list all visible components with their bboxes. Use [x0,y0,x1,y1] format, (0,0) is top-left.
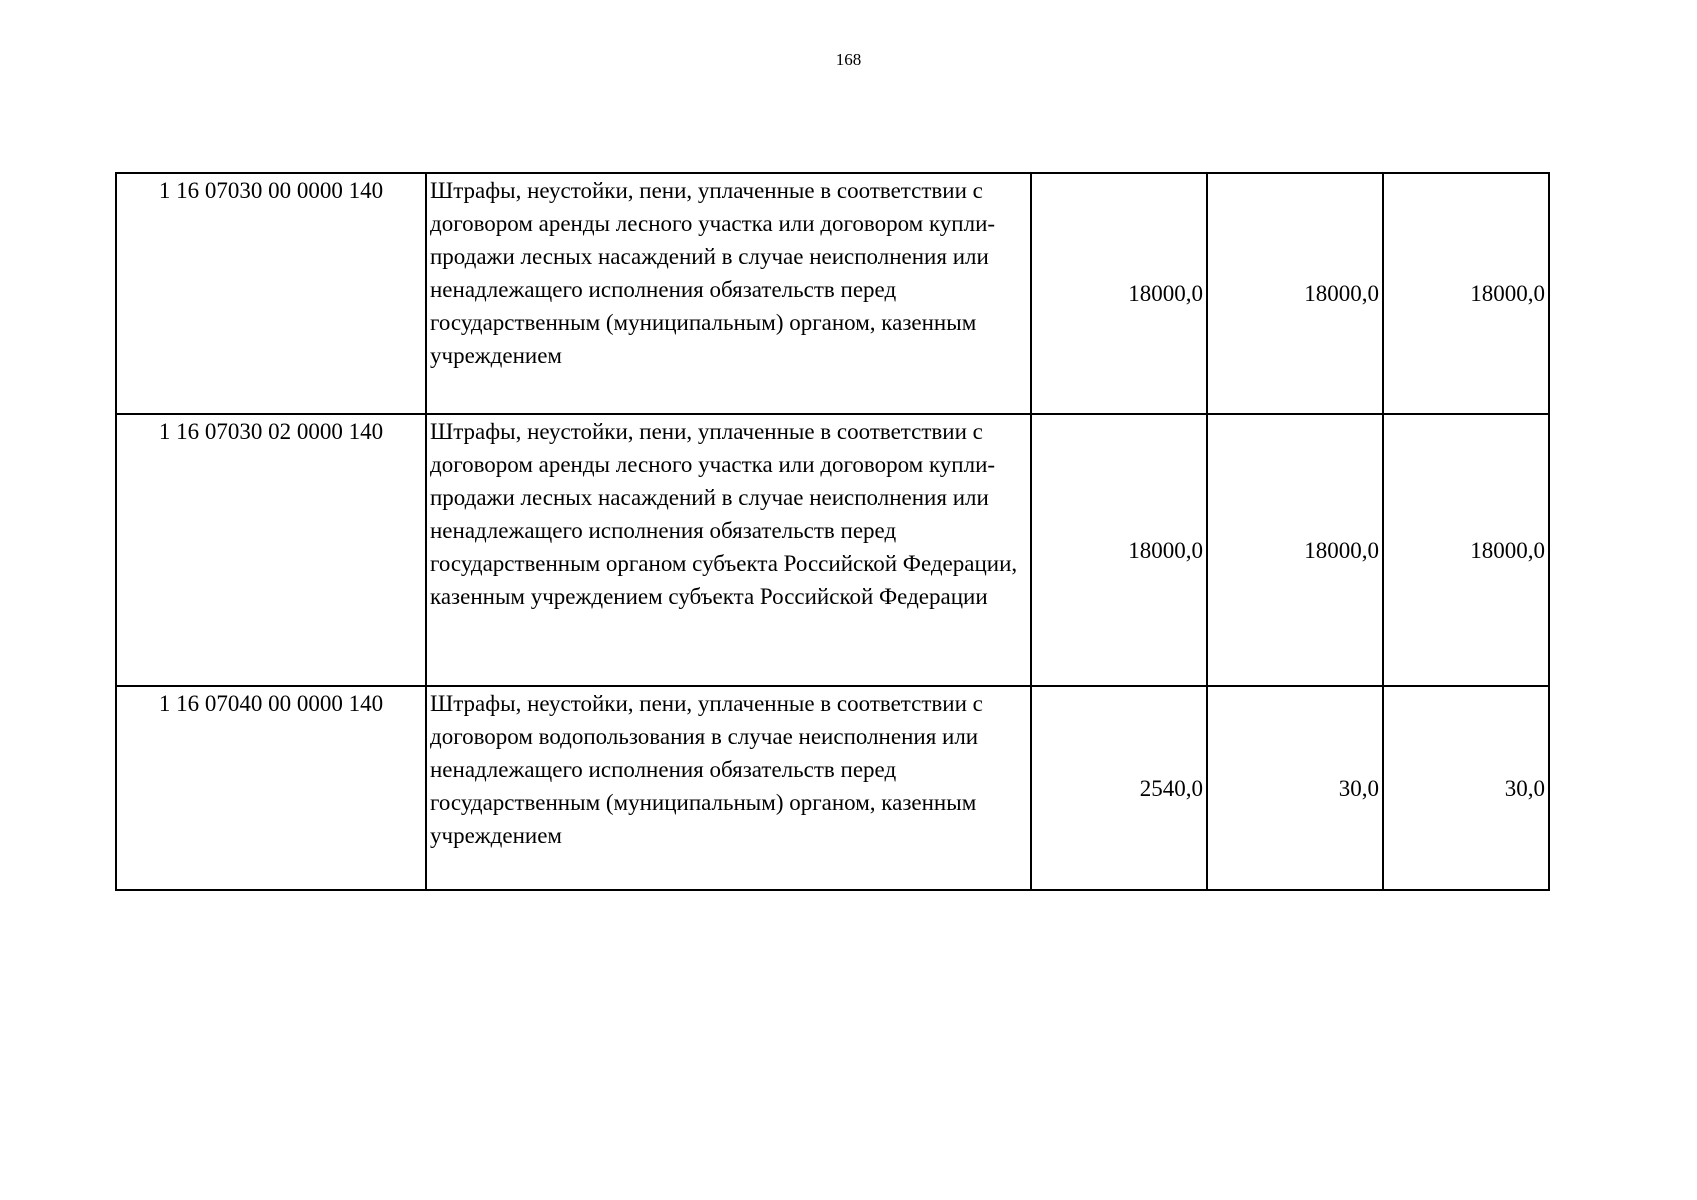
value-cell-year-2: 30,0 [1207,686,1383,890]
value-cell-year-1: 18000,0 [1031,173,1207,414]
value-cell-year-3: 18000,0 [1383,173,1549,414]
value-cell-year-3: 18000,0 [1383,414,1549,686]
budget-code-cell: 1 16 07030 00 0000 140 [116,173,426,414]
table-row [116,686,1549,890]
value-cell-year-3: 30,0 [1383,686,1549,890]
description-cell: Штрафы, неустойки, пени, уплаченные в соответствии с договором аренды лесного участка или договором купли-продажи лесных насаждений в случае неисполнения или ненадлежащего исполнения обязательств перед государственным (муниципальным) органом, казенным учреждением [426,173,1031,414]
description-cell: Штрафы, неустойки, пени, уплаченные в соответствии с договором аренды лесного участка или договором купли-продажи лесных насаждений в случае неисполнения или ненадлежащего исполнения обязательств перед государственным органом субъекта Российской Федерации, казенным учреждением субъекта Российской Федерации [426,414,1031,686]
budget-code-cell: 1 16 07030 02 0000 140 [116,414,426,686]
revenue-table [115,172,1550,891]
table-row [116,173,1549,414]
table-row [116,414,1549,686]
page-number: 168 [835,50,862,69]
budget-code-cell: 1 16 07040 00 0000 140 [116,686,426,890]
value-cell-year-1: 2540,0 [1031,686,1207,890]
value-cell-year-2: 18000,0 [1207,173,1383,414]
description-cell: Штрафы, неустойки, пени, уплаченные в соответствии с договором водопользования в случае неисполнения или ненадлежащего исполнения обязательств перед государственным (муниципальным) органом, казенным учреждением [426,686,1031,890]
value-cell-year-2: 18000,0 [1207,414,1383,686]
value-cell-year-1: 18000,0 [1031,414,1207,686]
